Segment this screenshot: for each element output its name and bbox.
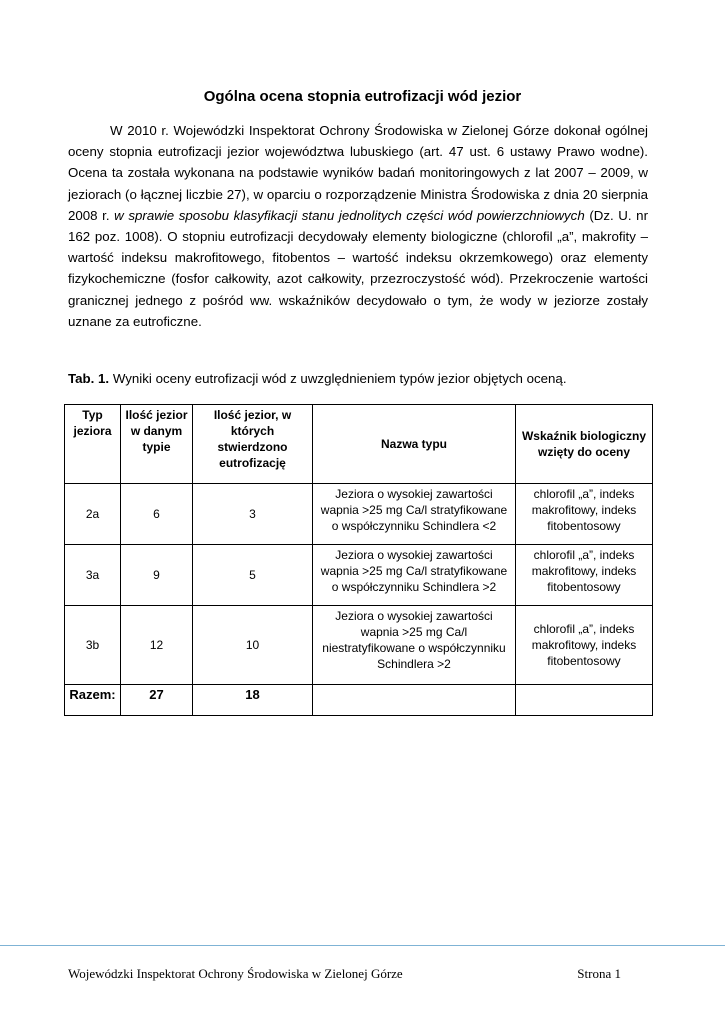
total-eutrophic-count: 18 bbox=[193, 685, 313, 716]
total-empty-cell bbox=[516, 685, 653, 716]
footer-organization: Wojewódzki Inspektorat Ochrony Środowiska w Zielonej Górze bbox=[68, 966, 403, 981]
cell-eutrophic-count: 3 bbox=[193, 484, 313, 545]
cell-eutrophic-count: 5 bbox=[193, 545, 313, 606]
cell-lake-type: 3b bbox=[65, 606, 121, 685]
paragraph-regulation-title: w sprawie sposobu klasyfikacji stanu jednolitych części wód powierzchniowych bbox=[114, 207, 585, 223]
total-label: Razem: bbox=[65, 685, 121, 716]
cell-lake-type: 3a bbox=[65, 545, 121, 606]
page-title: Ogólna ocena stopnia eutrofizacji wód jezior bbox=[203, 88, 522, 105]
header-lake-count: Ilość jezior w danym typie bbox=[121, 405, 193, 484]
header-bio-indicator: Wskaźnik biologiczny wzięty do oceny bbox=[516, 405, 653, 484]
cell-eutrophic-count: 10 bbox=[193, 606, 313, 685]
cell-type-name: Jeziora o wysokiej zawartości wapnia >25 mg Ca/l stratyfikowane o współczynniku Schindlera >2 bbox=[313, 545, 516, 606]
cell-lake-count: 9 bbox=[121, 545, 193, 606]
paragraph-part2: (Dz. U. nr 162 poz. 1008). O stopniu eutrofizacji decydowały elementy biologiczne (chlorofil „a”, makrofity – wartość indeksu makrofitowego, fitobentos – wartość indeksu okrzemkowego) oraz elementy fizykochemiczne (fosfor całkowity, azot całkowity, przezroczystość wód). Przekroczenie wartości granicznej jednego z pośród ww. wskaźników decydowało o tym, że wody w jeziorze zostały uznane za eutroficzne. bbox=[68, 207, 649, 329]
header-eutrophic-count: Ilość jezior, w których stwierdzono eutrofizację bbox=[193, 405, 313, 484]
cell-bio-indicator: chlorofil „a”, indeks makrofitowy, indeks fitobentosowy bbox=[516, 545, 653, 606]
cell-type-name: Jeziora o wysokiej zawartości wapnia >25 mg Ca/l stratyfikowane o współczynniku Schindlera <2 bbox=[313, 484, 516, 545]
header-lake-type: Typ jeziora bbox=[65, 405, 121, 484]
cell-lake-count: 6 bbox=[121, 484, 193, 545]
cell-bio-indicator: chlorofil „a”, indeks makrofitowy, indeks fitobentosowy bbox=[516, 484, 653, 545]
results-table bbox=[64, 404, 653, 716]
cell-bio-indicator: chlorofil „a”, indeks makrofitowy, indeks fitobentosowy bbox=[516, 606, 653, 685]
header-type-name: Nazwa typu bbox=[313, 405, 516, 484]
table-total-row bbox=[65, 685, 653, 716]
footer-divider bbox=[0, 945, 725, 946]
intro-paragraph bbox=[68, 120, 648, 332]
table-caption-text: Wyniki oceny eutrofizacji wód z uwzględnieniem typów jezior objętych oceną. bbox=[109, 371, 567, 386]
page-footer bbox=[68, 966, 621, 982]
table-header-row bbox=[65, 405, 653, 484]
footer-page-number: Strona 1 bbox=[577, 966, 621, 981]
table-caption bbox=[68, 371, 668, 386]
cell-lake-count: 12 bbox=[121, 606, 193, 685]
total-lake-count: 27 bbox=[121, 685, 193, 716]
paragraph-part1: W 2010 r. Wojewódzki Inspektorat Ochrony Środowiska w Zielonej Górze dokonał ogólnej oceny stopnia eutrofizacji jezior województwa lubuskiego (art. 47 ust. 6 ustawy Prawo wodne). Ocena ta została wykonana na podstawie wyników badań monitoringowych z lat 2007 – 2009, w jeziorach (o łącznej liczbie 27), w oparciu o rozporządzenie Ministra Środowiska z dnia 20 sierpnia 2008 r. bbox=[68, 123, 648, 223]
table-row bbox=[65, 606, 653, 685]
total-empty-cell bbox=[313, 685, 516, 716]
cell-type-name: Jeziora o wysokiej zawartości wapnia >25 mg Ca/l niestratyfikowane o współczynniku Schindlera >2 bbox=[313, 606, 516, 685]
table-caption-label: Tab. 1. bbox=[68, 371, 110, 386]
cell-lake-type: 2a bbox=[65, 484, 121, 545]
table-row bbox=[65, 545, 653, 606]
table-row bbox=[65, 484, 653, 545]
